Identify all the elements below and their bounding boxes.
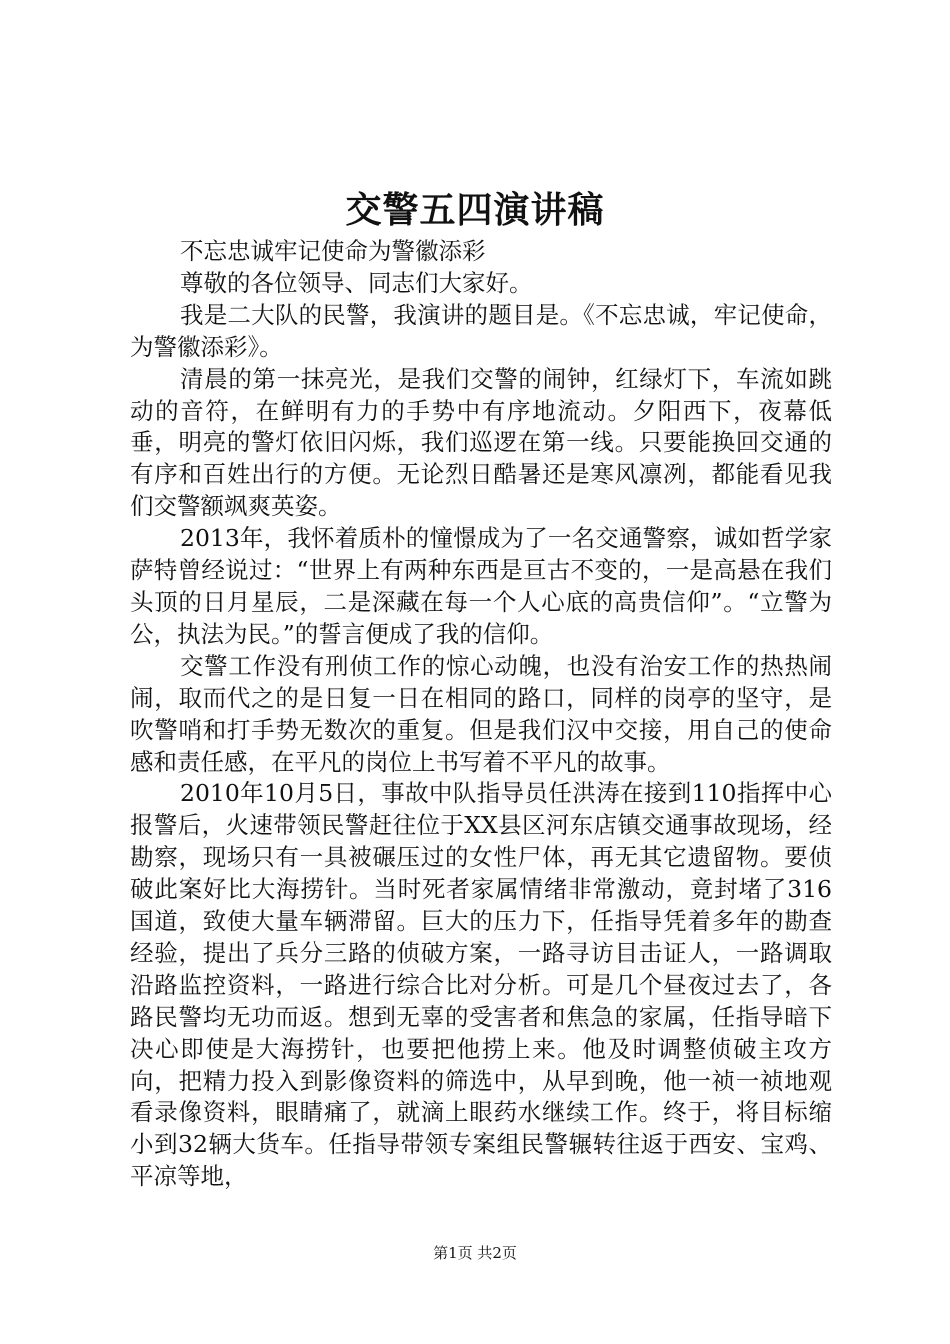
paragraph-greeting: 尊敬的各位领导、同志们大家好。 [180, 268, 533, 297]
page-footer: 第1页 共2页 [433, 1244, 517, 1262]
paragraph-morning: 清晨的第一抹亮光，是我们交警的闹钟，红绿灯下，车流如跳动的音符，在鲜明有力的手势中有序地流动。夕阳西下，夜幕低垂，明亮的警灯依旧闪烁，我们巡逻在第一线。只要能换回交通的有序和百姓出行的方便。无论烈日酷暑还是寒风凛冽，都能看见我们交警额飒爽英姿。 [130, 364, 832, 521]
document-body [130, 236, 832, 1193]
paragraph-2010-case: 2010年10月5日，事故中队指导员任洪涛在接到110指挥中心报警后，火速带领民警赶往位于XX县区河东店镇交通事故现场，经勘察，现场只有一具被碾压过的女性尸体，再无其它遗留物。要侦破此案好比大海捞针。当时死者家属情绪非常激动，竟封堵了316国道，致使大量车辆滞留。巨大的压力下，任指导凭着多年的勘查经验，提出了兵分三路的侦破方案，一路寻访目击证人，一路调取沿路监控资料，一路进行综合比对分析。可是几个昼夜过去了，各路民警均无功而返。想到无辜的受害者和焦急的家属，任指导暗下决心即使是大海捞针，也要把他捞上来。他及时调整侦破主攻方向，把精力投入到影像资料的筛选中，从早到晚，他一祯一祯地观看录像资料，眼睛痛了，就滴上眼药水继续工作。终于，将目标缩小到32辆大货车。任指导带领专案组民警辗转往返于西安、宝鸡、平凉等地， [130, 779, 832, 1191]
paragraph-2013: 2013年，我怀着质朴的憧憬成为了一名交通警察，诚如哲学家萨特曾经说过：“世界上有两种东西是亘古不变的，一是高悬在我们头顶的日月星辰，二是深藏在每一个人心底的高贵信仰”。“立警为公，执法为民。”的誓言便成了我的信仰。 [130, 524, 832, 648]
document-title: 交警五四演讲稿 [345, 189, 605, 231]
paragraph-subtitle: 不忘忠诚牢记使命为警徽添彩 [180, 237, 486, 265]
paragraph-intro: 我是二大队的民警，我演讲的题目是。《不忘忠诚，牢记使命，为警徽添彩》。 [130, 300, 832, 361]
paragraph-work: 交警工作没有刑侦工作的惊心动魄，也没有治安工作的热热闹闹，取而代之的是日复一日在相同的路口，同样的岗亭的坚守，是吹警哨和打手势无数次的重复。但是我们汉中交接，用自己的使命感和责任感，在平凡的岗位上书写着不平凡的故事。 [130, 651, 832, 776]
